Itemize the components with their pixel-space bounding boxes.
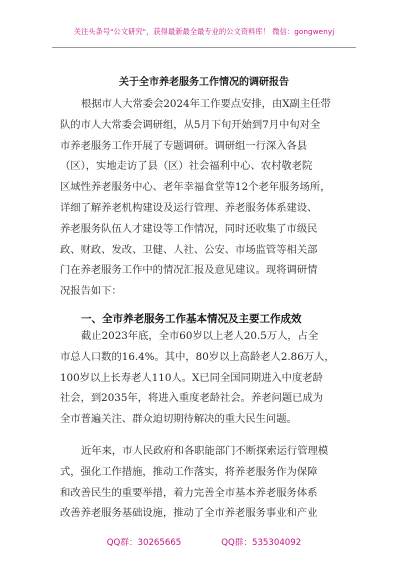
paragraph-line: 截止2023年底，全市60岁以上老人20.5万人，占全: [81, 330, 319, 342]
paragraph-line: （区），实地走访了县（区）社会福利中心、农村敬老院: [60, 160, 313, 173]
paragraph-line: 况报告如下：: [60, 285, 122, 298]
qq-group-2: QQ群：535304092: [221, 538, 302, 548]
paragraph-line: 100岁以上长寿老人110人。X已同全国同期进入中度老龄: [60, 371, 323, 384]
paragraph-line: 根据市人大常委会2024年工作要点安排，由X副主任带: [81, 98, 331, 110]
paragraph-line: 全市普遍关注、群众迫切期待解决的重大民生问题。: [60, 413, 297, 426]
paragraph-line: 近年来，市人民政府和各职能部门不断探索运行管理模: [81, 445, 329, 457]
section-heading: 一、全市养老服务工作基本情况及主要工作成效: [81, 313, 302, 325]
intro-paragraph: [60, 94, 348, 302]
paragraph-line: 详细了解养老机构建设及运行管理、养老服务体系建设、: [60, 201, 318, 214]
paragraph-line: 市总人口数的16.4%。其中，80岁以上高龄老人2.86万人，: [60, 350, 335, 363]
paragraph-line: 和改善民生的重要举措，着力完善全市基本养老服务体系: [60, 486, 318, 499]
footer-qq-groups: [0, 536, 408, 548]
document-title: 关于全市养老服务工作情况的调研报告: [119, 77, 289, 88]
paragraph-line: 门在养老服务工作中的情况汇报及意见建议。现将调研情: [60, 264, 318, 277]
paragraph-line: 市养老服务工作开展了专题调研。调研组一行深入各县: [60, 139, 308, 152]
header-promo-banner: 关注头条号"公文研究"，获得最新最全最专业的公文资料库！ 微信：gongwenyj: [73, 27, 335, 36]
paragraph-line: 改善养老服务基础设施，推动了全市养老服务事业和产业: [60, 507, 318, 520]
statistics-paragraph: [60, 326, 348, 430]
paragraph-line: 式，强化工作措施，推动工作落实，将养老服务作为保障: [60, 465, 318, 478]
paragraph-line: 社会，到2035年，将进入重度老龄社会。养老问题已成为: [60, 392, 324, 405]
paragraph-line: 队的市人大常委会调研组，从5月下旬开始到7月中旬对全: [60, 118, 321, 131]
paragraph-line: 区域性养老服务中心、老年幸福食堂等12个老年服务场所，: [60, 181, 331, 194]
paragraph-line: 政、财政、发改、卫健、人社、公安、市场监管等相关部: [60, 243, 318, 256]
paragraph-line: 养老服务队伍人才建设等工作情况，同时还收集了市级民: [60, 222, 318, 235]
qq-group-1: QQ群：30265665: [106, 538, 182, 548]
header-divider: [52, 47, 356, 48]
measures-paragraph: [60, 441, 348, 524]
